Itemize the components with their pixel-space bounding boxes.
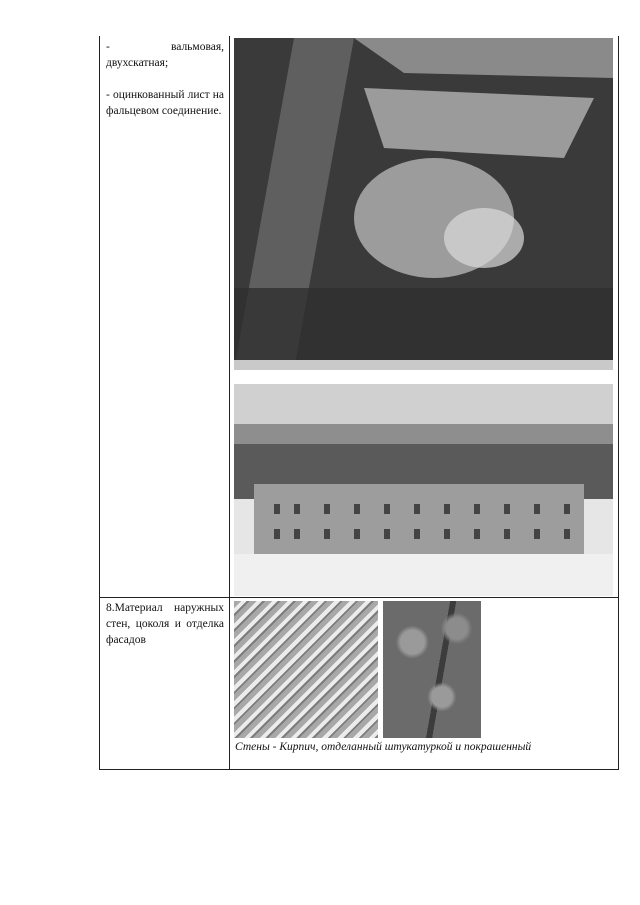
street-panorama-image <box>234 384 613 596</box>
roof-aerial-photo <box>234 38 613 370</box>
walls-label-cell <box>106 600 224 648</box>
row-divider <box>100 597 618 598</box>
roof-line-material: - оцинкованный лист на фальцевом соединение. <box>106 89 224 117</box>
stucco-texture-sample <box>234 601 378 738</box>
walls-caption: Стены - Кирпич, отделанный штукатуркой и покрашенный <box>235 741 532 753</box>
walls-label: 8.Материал наружных стен, цоколя и отделка фасадов <box>106 602 224 646</box>
column-divider <box>229 36 230 769</box>
stone-texture-sample <box>383 601 481 738</box>
roof-line-shape: - вальмовая, двухскатная; <box>106 41 224 69</box>
roof-description <box>106 39 224 119</box>
street-panorama-photo <box>234 384 613 596</box>
roof-aerial-image <box>234 38 613 370</box>
